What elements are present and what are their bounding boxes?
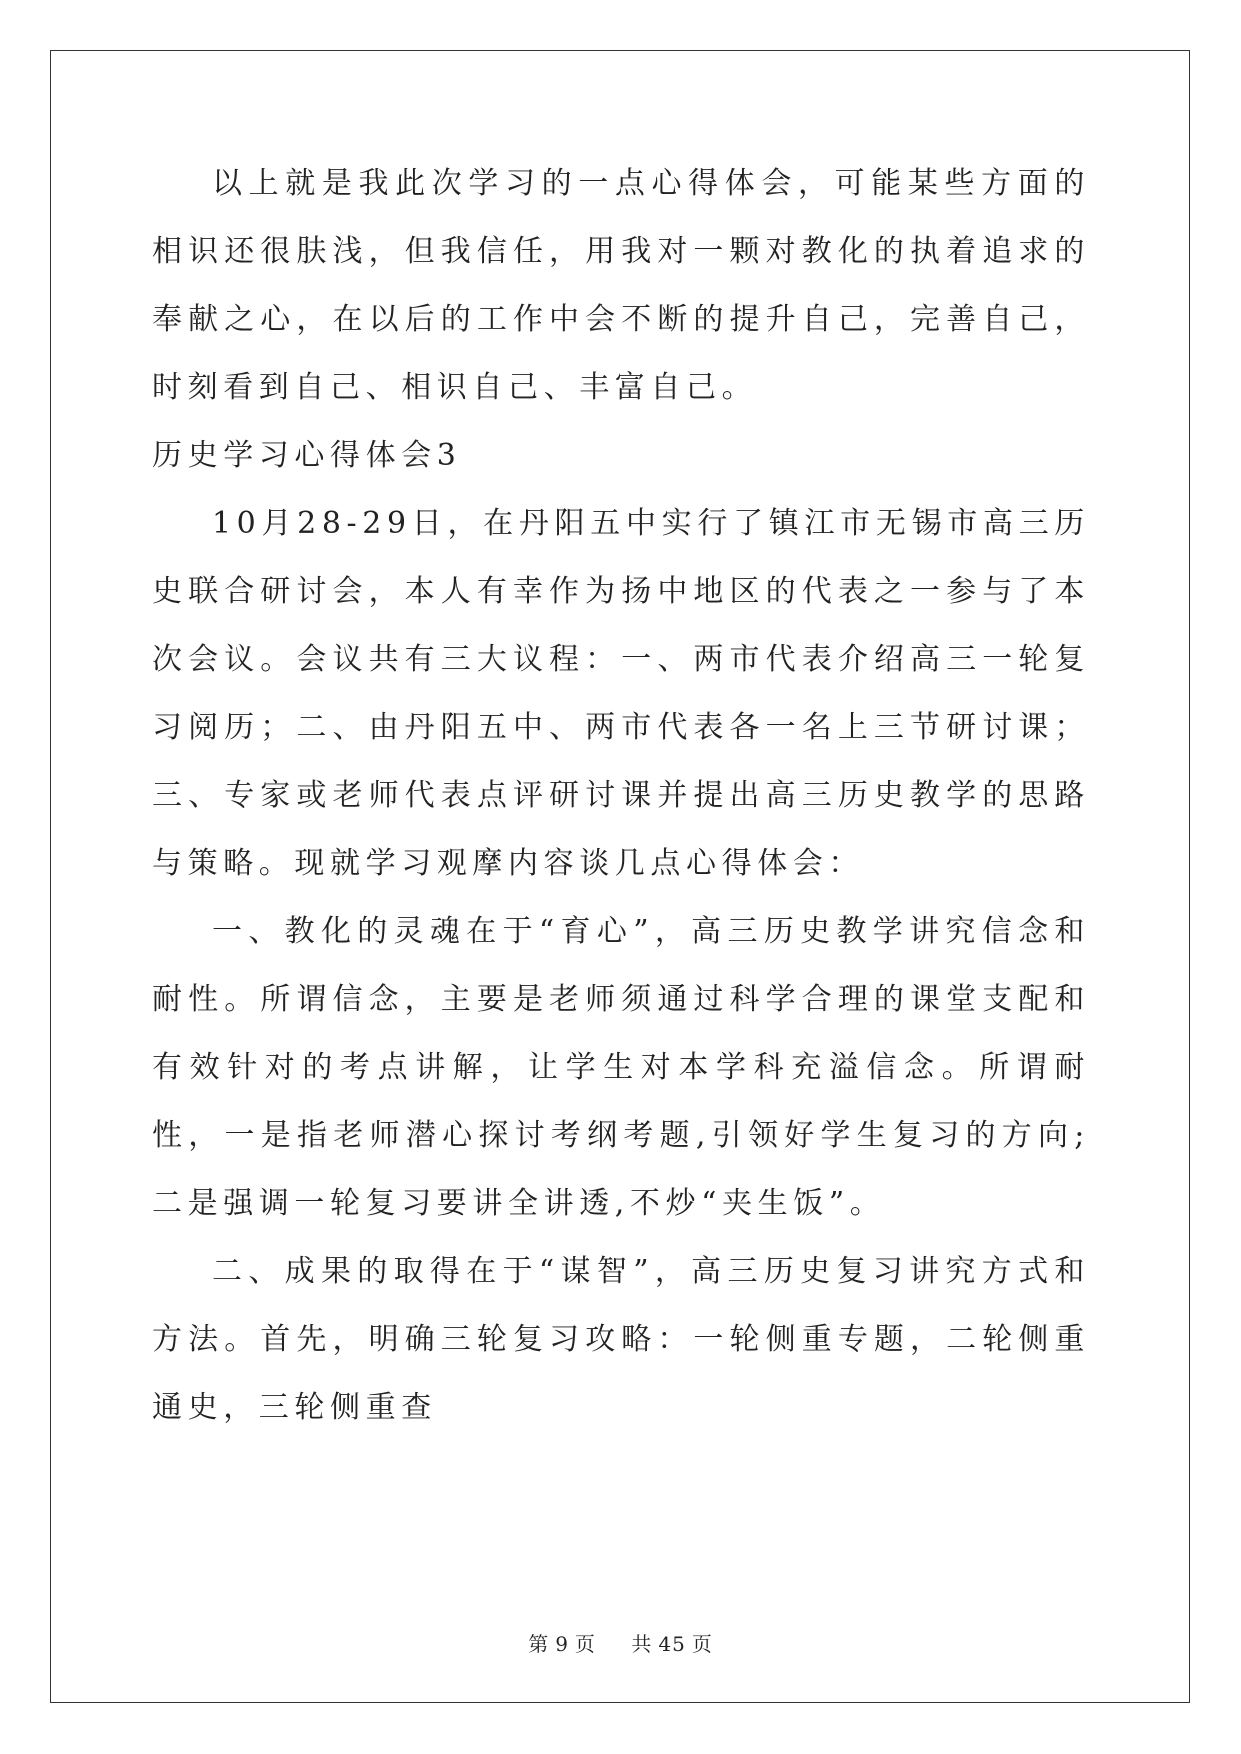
total-prefix: 共 bbox=[631, 1632, 653, 1656]
paragraph-2: 10月28-29日，在丹阳五中实行了镇江市无锡市高三历史联合研讨会，本人有幸作为扬中地区的代表之一参与了本次会议。会议共有三大议程：一、两市代表介绍高三一轮复习阅历；二、由丹阳五中、两市代表各一名上三节研讨课；三、专家或老师代表点评研讨课并提出高三历史教学的思路与策略。现就学习观摩内容谈几点心得体会： bbox=[152, 506, 1090, 881]
total-suffix: 页 bbox=[691, 1632, 713, 1656]
document-body bbox=[152, 150, 1090, 1442]
paragraph-1: 以上就是我此次学习的一点心得体会，可能某些方面的相识还很肤浅，但我信任，用我对一颗对教化的执着追求的奉献之心，在以后的工作中会不断的提升自己，完善自己，时刻看到自己、相识自己、丰富自己。 bbox=[152, 166, 1090, 405]
page-footer bbox=[0, 1628, 1241, 1657]
section-heading: 历史学习心得体会3 bbox=[152, 438, 462, 473]
total-pages: 45 bbox=[658, 1632, 686, 1656]
paragraph-4: 二、成果的取得在于“谋智”，高三历史复习讲究方式和方法。首先，明确三轮复习攻略：一轮侧重专题，二轮侧重通史，三轮侧重查 bbox=[152, 1254, 1090, 1425]
page-suffix: 页 bbox=[574, 1632, 596, 1656]
page-number: 9 bbox=[555, 1632, 569, 1656]
page-prefix: 第 bbox=[528, 1632, 550, 1656]
paragraph-3: 一、教化的灵魂在于“育心”，高三历史教学讲究信念和耐性。所谓信念，主要是老师须通过科学合理的课堂支配和有效针对的考点讲解，让学生对本学科充溢信念。所谓耐性，一是指老师潜心探讨考纲考题,引领好学生复习的方向; 二是强调一轮复习要讲全讲透,不炒“夹生饭”。 bbox=[152, 914, 1090, 1221]
